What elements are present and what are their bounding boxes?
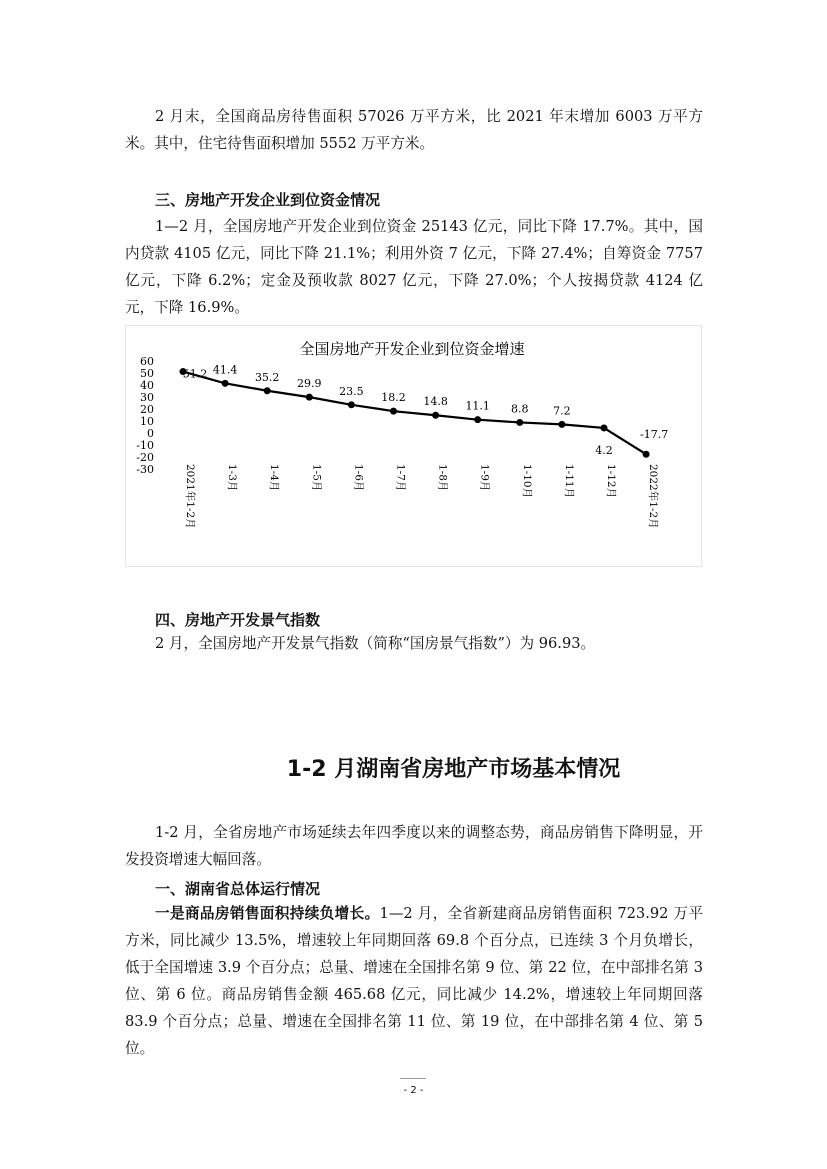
data-label: 11.1 (465, 399, 490, 413)
y-tick-label: -10 (136, 439, 154, 452)
x-tick-label: 1-5月 (310, 464, 323, 492)
data-label: 23.5 (339, 384, 364, 398)
lead-text: 1—2 月，全省新建商品房销售面积 723.92 万平方米，同比减少 13.5%，增速较上年同期回落 69.8 个百分点，已连续 3 个月负增长，低于全国增速 3.9 个百分点；总量、增速在全国排名第 9 位、第 22 位，在中部排名第 3 位、第 6 位。商品房销售金额 465.68 亿元，同比减少 14.2%，增速较上年同期回落 83.9 个百分点；总量、增速在全国排名第 11 位、第 19 位，在中部排名第 4 位、第 5 位。 (125, 905, 703, 1057)
x-tick-label: 1-3月 (226, 464, 239, 492)
x-tick-label: 2022年1-2月 (647, 464, 660, 529)
y-tick-label: -20 (136, 451, 154, 464)
chart-title: 全国房地产开发企业到位资金增速 (299, 340, 525, 358)
y-tick-label: 60 (140, 355, 154, 368)
data-label: 4.2 (595, 443, 613, 457)
data-point (643, 451, 650, 458)
data-label: 41.4 (212, 363, 238, 377)
data-point (558, 421, 565, 428)
x-tick-label: 1-8月 (436, 464, 449, 492)
footer-divider (400, 1078, 426, 1079)
y-tick-label: -30 (136, 463, 154, 476)
data-point (264, 387, 271, 394)
data-label: 7.2 (553, 404, 571, 418)
section-4-heading: 四、房地产开发景气指数 (155, 611, 321, 629)
paragraph-inventory: 2 月末，全国商品房待售面积 57026 万平方米，比 2021 年末增加 6003 万平方米。其中，住宅待售面积增加 5552 万平方米。 (125, 108, 703, 152)
y-tick-label: 30 (140, 391, 154, 404)
y-tick-label: 20 (140, 403, 154, 416)
x-tick-label: 1-9月 (478, 464, 491, 492)
data-point (390, 408, 397, 415)
y-tick-label: 0 (147, 427, 154, 440)
x-tick-label: 1-11月 (562, 464, 575, 499)
x-tick-label: 1-10月 (520, 464, 533, 499)
section-3-text: 1—2 月，全国房地产开发企业到位资金 25143 亿元，同比下降 17.7%。其中，国内贷款 4105 亿元，同比下降 21.1%；利用外资 7 亿元，下降 27.4%；自筹资金 7757 亿元，下降 6.2%；定金及预收款 8027 亿元，下降 27.0%；个人按揭贷款 4124 亿元，下降 16.9%。 (125, 218, 703, 316)
data-label: 14.8 (423, 395, 448, 409)
data-point (348, 401, 355, 408)
hunan-title: 1-2 月湖南省房地产市场基本情况 (286, 757, 621, 782)
y-tick-label: 50 (140, 367, 154, 380)
lead-bold: 一是商品房销售面积持续负增长。 (155, 905, 380, 922)
page-number: - 2 - (403, 1085, 424, 1096)
x-tick-label: 1-7月 (394, 464, 407, 492)
x-tick-label: 2021年1-2月 (184, 464, 196, 529)
funding-growth-chart (125, 325, 702, 567)
data-point (306, 394, 313, 401)
x-tick-label: 1-6月 (352, 464, 365, 492)
data-label: 8.8 (511, 402, 529, 416)
hunan-intro: 1-2 月，全省房地产市场延续去年四季度以来的调整态势，商品房销售下降明显，开发投资增速大幅回落。 (125, 824, 703, 868)
x-tick-label: 1-4月 (268, 464, 281, 492)
data-label: 51.2 (182, 367, 208, 381)
series-line (183, 372, 646, 455)
section-3-heading: 三、房地产开发企业到位资金情况 (155, 191, 381, 209)
data-point (601, 424, 608, 431)
hunan-heading-1: 一、湖南省总体运行情况 (155, 880, 321, 898)
data-label: -17.7 (639, 428, 669, 442)
data-label: 35.2 (254, 370, 280, 384)
data-label: 18.2 (381, 391, 406, 405)
y-tick-label: 40 (140, 379, 154, 392)
data-point (432, 412, 439, 419)
x-tick-label: 1-12月 (605, 464, 617, 499)
y-tick-label: 10 (140, 415, 154, 428)
data-label: 29.9 (297, 377, 322, 391)
data-point (474, 416, 481, 423)
hunan-paragraph-1 (125, 900, 703, 1062)
data-point (222, 380, 229, 387)
section-4-text: 2 月，全国房地产开发景气指数（简称“国房景气指数”）为 96.93。 (155, 635, 596, 652)
chart-svg (126, 326, 701, 566)
data-point (516, 419, 523, 426)
